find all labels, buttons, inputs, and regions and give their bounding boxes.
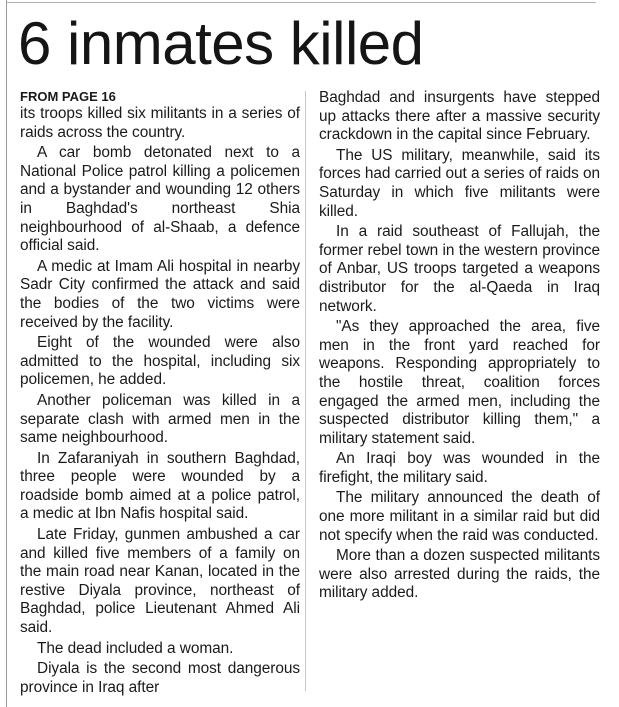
left-border-rule	[6, 0, 7, 707]
paragraph: "As they approached the area, five men in the front yard reached for weapons. Responding appropriately to the hostile threat, coalition forces engaged the armed men, including the suspected distributor killing them," a military statement said.	[319, 318, 600, 447]
paragraph: The US military, meanwhile, said its forces had carried out a series of raids on Saturday in which five militants were killed.	[319, 146, 601, 220]
column-divider	[305, 91, 306, 691]
paragraph: its troops killed six militants in a series of raids across the country.	[20, 105, 300, 141]
paragraph: In a raid southeast of Fallujah, the former rebel town in the western province of Anbar, US troops targeted a weapons distributor for the al-Qaeda in Iraq network.	[319, 223, 600, 315]
paragraph: In Zafaraniyah in southern Baghdad, three people were wounded by a roadside bomb aimed at a police patrol, a medic at Ibn Nafis hospital said.	[20, 449, 300, 523]
paragraph: Late Friday, gunmen ambushed a car and killed five members of a family on the main road near Kanan, located in the restive Diyala province, northeast of Baghdad, police Lieutenant Ahmed Ali said.	[20, 526, 300, 637]
paragraph: Diyala is the second most dangerous province in Iraq after	[20, 660, 300, 696]
paragraph: Eight of the wounded were also admitted to the hospital, including six policemen, he added.	[20, 334, 300, 389]
top-border-rule	[6, 2, 596, 3]
paragraph: The military announced the death of one more militant in a similar raid but did not specify when the raid was conducted.	[319, 489, 600, 544]
left-column	[20, 89, 300, 699]
paragraph: A car bomb detonated next to a National Police patrol killing a policemen and a bystander and wounding 12 others in Baghdad's northeast Shia neighbourhood of al-Shaab, a defence official said.	[20, 144, 300, 255]
paragraph: Another policeman was killed in a separate clash with armed men in the same neighbourhood.	[20, 391, 300, 447]
paragraph: Baghdad and insurgents have stepped up attacks there after a massive security crackdown in the capital since February.	[319, 89, 600, 144]
right-column	[319, 89, 600, 605]
paragraph: The dead included a woman.	[37, 639, 234, 657]
continued-from-label: FROM PAGE 16	[20, 89, 116, 104]
paragraph: More than a dozen suspected militants were also arrested during the raids, the military added.	[319, 547, 600, 602]
headline: 6 inmates killed	[18, 10, 424, 77]
paragraph: A medic at Imam Ali hospital in nearby Sadr City confirmed the attack and said the bodies of the two victims were received by the facility.	[20, 257, 300, 331]
paragraph: An Iraqi boy was wounded in the firefight, the military said.	[319, 450, 600, 486]
